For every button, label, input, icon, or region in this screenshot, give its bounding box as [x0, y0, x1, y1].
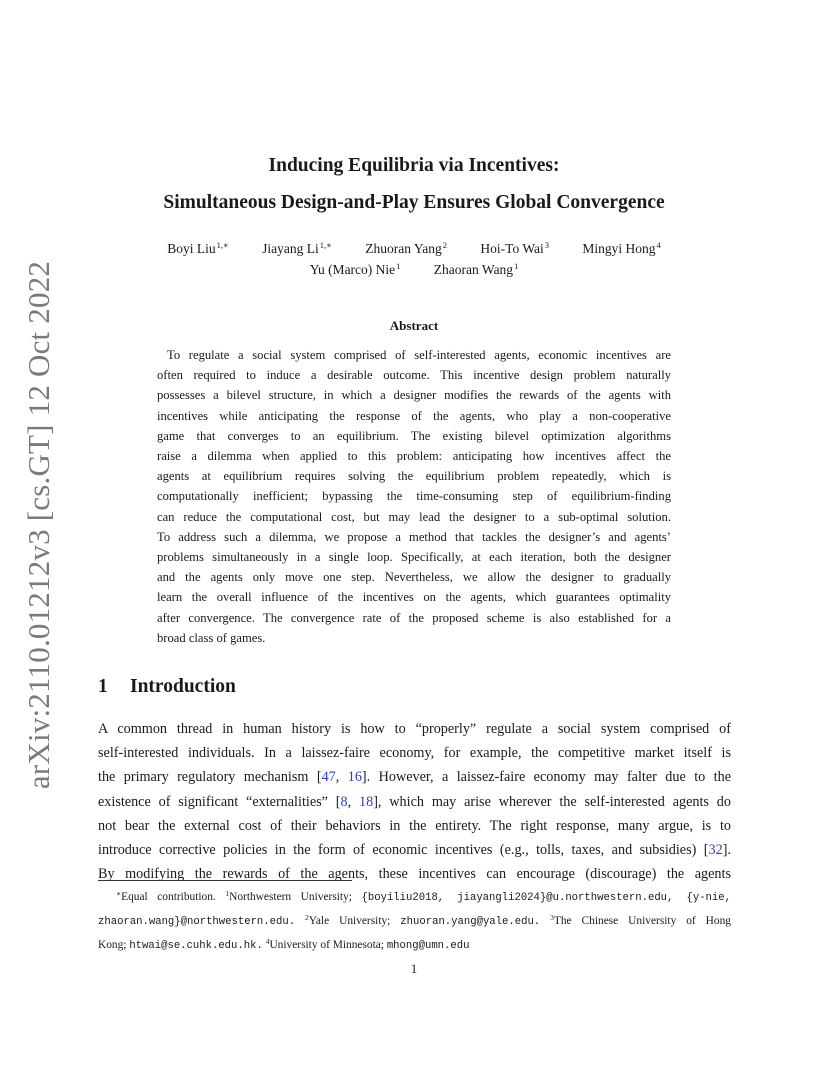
- author-affiliation-mark: 1,∗: [319, 240, 332, 250]
- author-name: Zhaoran Wang: [433, 262, 514, 277]
- email-address[interactable]: {boyiliu2018, jiayangli2024}@u.northwestern.edu, {y-nie,: [361, 892, 731, 904]
- affiliation: University of Minnesota;: [269, 939, 387, 952]
- author-affiliation-mark: 1,∗: [216, 240, 229, 250]
- paragraph-line: [98, 814, 731, 838]
- text-run: ,: [347, 793, 359, 810]
- footnote-line: [98, 884, 731, 908]
- footnote-mark: 2: [305, 913, 309, 923]
- affiliation: Yale University;: [308, 915, 401, 928]
- paragraph-line: [98, 838, 731, 862]
- text-run: not bear the external cost of their behaviors in the entirety. The right response, many argue, is to: [98, 817, 731, 834]
- author: [582, 240, 660, 257]
- text-run: Equal contribution.: [121, 891, 226, 903]
- footnote-divider: [98, 880, 352, 881]
- abstract-line: computationally inefficient; bypassing the time-consuming step of equilibrium-finding: [157, 489, 671, 504]
- email-address[interactable]: mhong@umn.edu: [386, 940, 470, 953]
- footnote-mark: ∗: [116, 889, 122, 898]
- email-address[interactable]: zhuoran.yang@yale.edu.: [400, 916, 541, 929]
- footnote-line: [98, 908, 731, 932]
- author-name: Yu (Marco) Nie: [309, 262, 396, 277]
- author-name: Jiayang Li: [262, 241, 319, 256]
- abstract-heading: Abstract: [389, 318, 439, 333]
- author-affiliation-mark: 3: [544, 240, 550, 250]
- paper-title-line-2: Simultaneous Design-and-Play Ensures Global Convergence: [163, 192, 665, 213]
- paragraph-line: [98, 790, 731, 814]
- abstract-line: often required to induce a desirable outcome. This incentive design problem naturally: [157, 368, 671, 383]
- paragraph-line: [98, 862, 731, 886]
- section-title: Introduction: [130, 676, 236, 697]
- text-run: By modifying the rewards of the agents, these incentives can encourage (discourage) the agents: [98, 866, 731, 883]
- author: [480, 240, 549, 257]
- text-run: existence of significant “externalities” [: [98, 793, 341, 810]
- author-list-second-row: [0, 261, 828, 278]
- citation-link[interactable]: 8: [340, 793, 348, 810]
- abstract-line: agents at equilibrium requires solving the equilibrium problem repeatedly, which is: [157, 469, 671, 484]
- citation-link[interactable]: 47: [321, 769, 336, 786]
- page-number: 1: [410, 961, 418, 976]
- section-number: 1: [98, 676, 108, 697]
- text-run: introduce corrective policies in the form of economic incentives (e.g., tolls, taxes, and subsidies) [: [98, 842, 709, 859]
- author-affiliation-mark: 1: [396, 261, 401, 271]
- footnote: [98, 884, 731, 957]
- abstract-line: game that converges to an equilibrium. The existing bilevel optimization algorithms: [157, 428, 671, 443]
- email-address[interactable]: zhaoran.wang}@northwestern.edu.: [98, 916, 296, 929]
- introduction-paragraph: [98, 717, 731, 886]
- footnote-line: [98, 932, 731, 956]
- citation-link[interactable]: 18: [359, 793, 374, 810]
- paper-title-line-1: Inducing Equilibria via Incentives:: [268, 155, 560, 176]
- affiliation: Northwestern University;: [229, 891, 362, 903]
- abstract-line: after convergence. The convergence rate of the proposed scheme is also established for a: [157, 610, 671, 625]
- author: [310, 261, 401, 278]
- author-affiliation-mark: 2: [442, 240, 448, 250]
- arxiv-sidebar: [14, 260, 64, 790]
- author-name: Hoi-To Wai: [480, 241, 544, 256]
- author-affiliation-mark: 1: [514, 261, 519, 271]
- author-affiliation-mark: 4: [656, 240, 661, 250]
- footnote-mark: 1: [225, 889, 230, 898]
- text-run: ,: [335, 769, 348, 786]
- citation-link[interactable]: 16: [347, 769, 362, 786]
- abstract-line: learn the overall influence of the incentives on the agents, which guarantees optimality: [157, 590, 671, 605]
- author-name: Boyi Liu: [167, 241, 216, 256]
- text-run: ], which may arise wherever the self-interested agents do: [373, 793, 731, 810]
- email-address[interactable]: htwai@se.cuhk.edu.hk.: [129, 940, 263, 953]
- footnote-mark: 4: [265, 937, 270, 947]
- text-run: the primary regulatory mechanism [: [98, 769, 322, 786]
- text-run: self-interested individuals. In a laissez-faire economy, for example, the competitive market itself is: [98, 745, 731, 762]
- author: [365, 240, 447, 257]
- section-heading: [98, 676, 236, 698]
- text-run: A common thread in human history is how to “properly” regulate a social system comprised of: [98, 721, 731, 737]
- author: [262, 240, 332, 257]
- abstract-line: problems simultaneously in a single loop. Specifically, at each iteration, both the designer: [157, 550, 671, 565]
- paragraph-line: [98, 765, 731, 789]
- text-run: ]. However, a laissez-faire economy may falter due to the: [361, 769, 731, 786]
- arxiv-identifier: arXiv:2110.01212v3 [cs.GT] 12 Oct 2022: [21, 260, 57, 790]
- paragraph-line: [98, 741, 731, 765]
- author: [167, 240, 229, 257]
- abstract-line: To address such a dilemma, we propose a method that tackles the designer’s and agents’: [157, 529, 671, 544]
- abstract-line: broad class of games.: [157, 630, 266, 645]
- footnote-mark: 3: [550, 913, 554, 923]
- paragraph-line: [98, 717, 731, 741]
- abstract-line: possesses a bilevel structure, in which a designer modifies the rewards of the agents with: [157, 388, 671, 403]
- author-name: Mingyi Hong: [582, 241, 656, 256]
- author: [434, 261, 519, 278]
- affiliation: The Chinese University of Hong: [553, 915, 731, 928]
- author-name: Zhuoran Yang: [365, 241, 442, 256]
- text-run: ].: [722, 842, 731, 859]
- abstract-body: [157, 345, 671, 648]
- abstract-line: and the agents only move one step. Nevertheless, we allow the designer to gradually: [157, 570, 671, 585]
- abstract-line: incentives while anticipating the response of the agents, who play a non-cooperative: [157, 408, 671, 423]
- citation-link[interactable]: 32: [708, 842, 723, 859]
- abstract-line: raise a dilemma when applied to this problem: anticipating how incentives affect the: [157, 449, 671, 464]
- affiliation: Kong;: [98, 939, 130, 952]
- abstract-line: can reduce the computational cost, but may lead the designer to a sub-optimal solution.: [157, 509, 671, 524]
- author-list: [0, 240, 828, 257]
- abstract-line: To regulate a social system comprised of self-interested agents, economic incentives are: [167, 348, 671, 362]
